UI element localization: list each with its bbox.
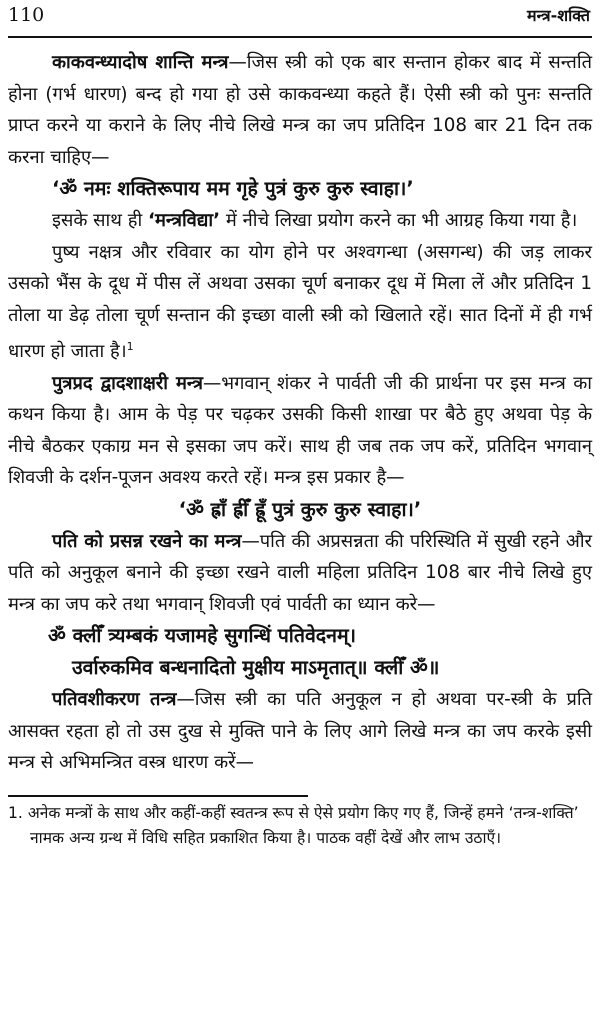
mantra-putraprad: ‘ॐ ह्राँ ह्रीँ ह्रूँ पुत्रं कुरु कुरु स्वाहा।’	[178, 497, 422, 521]
section-putraprad	[8, 368, 592, 494]
mantra-pati-line1: ॐ क्लीँ त्र्यम्बकं यजामहे सुगन्धिं पतिवेदनम्।	[48, 624, 357, 648]
page-number: 110	[8, 4, 45, 26]
section-body: —भगवान् शंकर ने पार्वती जी की प्रार्थना पर इस मन्त्र का कथन किया है। आम के पेड़ पर चढ़कर उसकी किसी शाखा पर बैठे हुए अथवा पेड़ के नीचे बैठकर एकाग्र मन से इसका जप करें। साथ ही जब तक जप करें, प्रतिदिन भगवान् शिवजी के दर्शन-पूजन अवश्य करते रहें। मन्त्र इस प्रकार है—	[8, 372, 593, 489]
section-heading: पतिवशीकरण तन्त्र	[52, 689, 177, 711]
section-vashikaran	[8, 684, 592, 779]
section-heading: पति को प्रसन्न रखने का मन्त्र	[52, 530, 242, 552]
mantravidya-note	[8, 205, 592, 237]
section-heading: काकवन्ध्यादोष शान्ति मन्त्र	[52, 52, 229, 73]
running-title: मन्त्र-शक्ति	[527, 6, 590, 25]
section-body: —पति की अप्रसन्नता की परिस्थिति में सुखी रहने और पति को अनुकूल बनाने की इच्छा रखने वाली महिला प्रतिदिन 108 बार नीचे लिखे हुए मन्त्र का जप करे तथा भगवान् शिवजी एवं पार्वती का ध्यान करे—	[8, 530, 592, 615]
footnote-number: 1.	[8, 803, 23, 822]
footnote-divider	[8, 795, 308, 797]
section-kakavandhya	[8, 47, 592, 173]
note-text: में नीचे लिखा प्रयोग करने का भी आग्रह किया गया है।	[220, 210, 578, 231]
footnote-marker: 1	[126, 340, 134, 353]
page-header	[8, 2, 592, 38]
section-heading: पुत्रप्रद द्वादशाक्षरी मन्त्र	[52, 372, 203, 394]
footnote	[8, 801, 592, 852]
section-body: —जिस स्त्री को एक बार सन्तान होकर बाद में सन्तति होना (गर्भ धारण) बन्द हो गया हो उसे काकवन्ध्या कहते हैं। ऐसी स्त्री को पुनः सन्तति प्राप्त करने या कराने के लिए नीचे लिखे मन्त्र का जप प्रतिदिन 108 बार 21 दिन तक करना चाहिए—	[8, 52, 592, 168]
mantra-kakavandhya: ‘ॐ नमः शक्तिरूपाय मम गृहे पुत्रं कुरु कुरु स्वाहा।’	[52, 177, 414, 200]
book-title: ‘मन्त्रविद्या’	[148, 210, 221, 231]
remedy-text: पुष्य नक्षत्र और रविवार का योग होने पर अश्वगन्धा (असगन्ध) की जड़ लाकर उसको भैंस के दूध में पीस लें अथवा उसका चूर्ण बनाकर दूध में मिला लें और प्रतिदिन 1 तोला या डेढ़ तोला चूर्ण सन्तान की इच्छा वाली स्त्री को खिलाते रहें। सात दिनों में ही गर्भ धारण हो जाता है।	[8, 241, 593, 363]
mantra-pati-line2: उर्वारुकमिव बन्धनादितो मुक्षीय माऽमृतात्॥ क्लीँ ॐ॥	[72, 656, 440, 680]
remedy-paragraph	[8, 237, 592, 368]
note-text: इसके साथ ही	[52, 210, 149, 231]
footnote-text: अनेक मन्त्रों के साथ और कहीं-कहीं स्वतन्त्र रूप से ऐसे प्रयोग किए गए हैं, जिन्हें हमने ‘तन्त्र-शक्ति’ नामक अन्य ग्रन्थ में विधि सहित प्रकाशित किया है। पाठक वहीं देखें और लाभ उठाएँ।	[27, 803, 579, 848]
section-pati	[8, 526, 592, 621]
section-body: —जिस स्त्री का पति अनुकूल न हो अथवा पर-स्त्री के प्रति आसक्त रहता हो तो उस दुख से मुक्ति पाने के लिए आगे लिखे मन्त्र का जप करके इसी मन्त्र से अभिमन्त्रित वस्त्र धारण करें—	[8, 689, 593, 774]
